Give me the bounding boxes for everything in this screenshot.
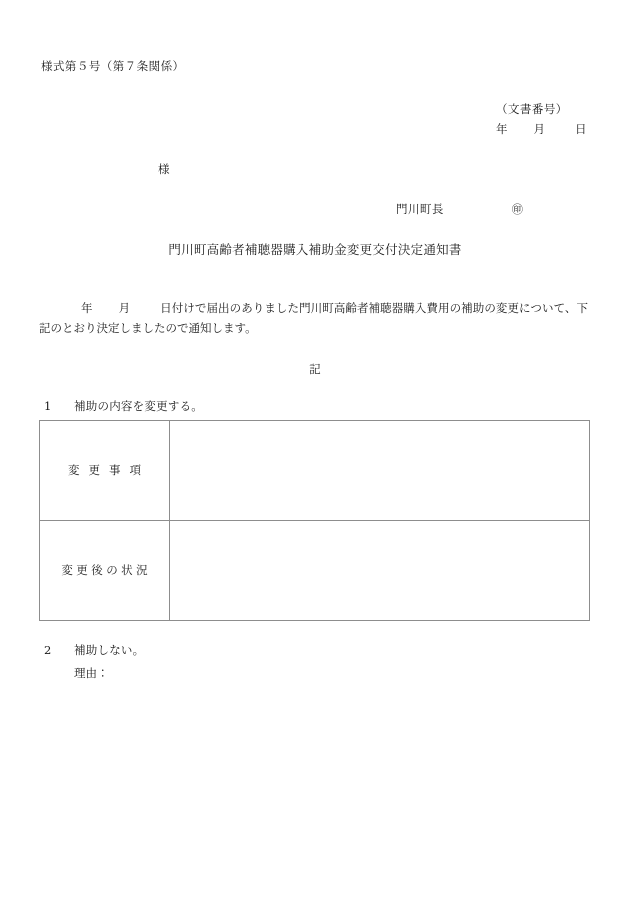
body-text: 日付けで届出のありました門川町高齢者補聴器購入費用の補助の変更について、下記のとおり決定しましたので通知します。: [39, 301, 588, 335]
addressee-honorific: 様: [158, 162, 170, 176]
item-number: 2: [44, 643, 52, 657]
document-number-label: （文書番号）: [496, 102, 568, 116]
change-details-table: [39, 420, 590, 621]
row-label-text: 変更後の状況: [61, 562, 152, 577]
item-number: 1: [44, 399, 52, 413]
issuer-name: 門川町長: [396, 202, 444, 216]
item-label: 補助の内容を変更する。: [74, 399, 204, 413]
issue-date-line: [496, 121, 587, 138]
list-item: [44, 398, 203, 415]
row-label-change-items: [40, 421, 170, 521]
row-value-change-items[interactable]: [170, 421, 590, 521]
list-item: [44, 642, 144, 659]
issue-date-day: 日: [575, 122, 587, 136]
issue-date-month: 月: [533, 122, 545, 136]
body-date-year: 年: [81, 301, 93, 315]
kiji-marker: 記: [309, 362, 321, 376]
body-paragraph: [39, 299, 588, 339]
reason-label: 理由：: [74, 666, 109, 680]
table-row: [40, 521, 590, 621]
row-label-status-after-change: [40, 521, 170, 621]
body-date-month: 月: [118, 301, 131, 315]
issuer-line: [396, 201, 523, 219]
page-title: 門川町高齢者補聴器購入補助金変更交付決定通知書: [168, 242, 462, 257]
form-number: 様式第５号（第７条関係）: [41, 59, 185, 73]
table-row: [40, 421, 590, 521]
issue-date-year: 年: [496, 122, 508, 136]
row-label-text: 変更事項: [68, 462, 150, 477]
row-value-status-after-change[interactable]: [170, 521, 590, 621]
item-label: 補助しない。: [74, 643, 145, 657]
seal-icon: ㊞: [511, 203, 523, 216]
